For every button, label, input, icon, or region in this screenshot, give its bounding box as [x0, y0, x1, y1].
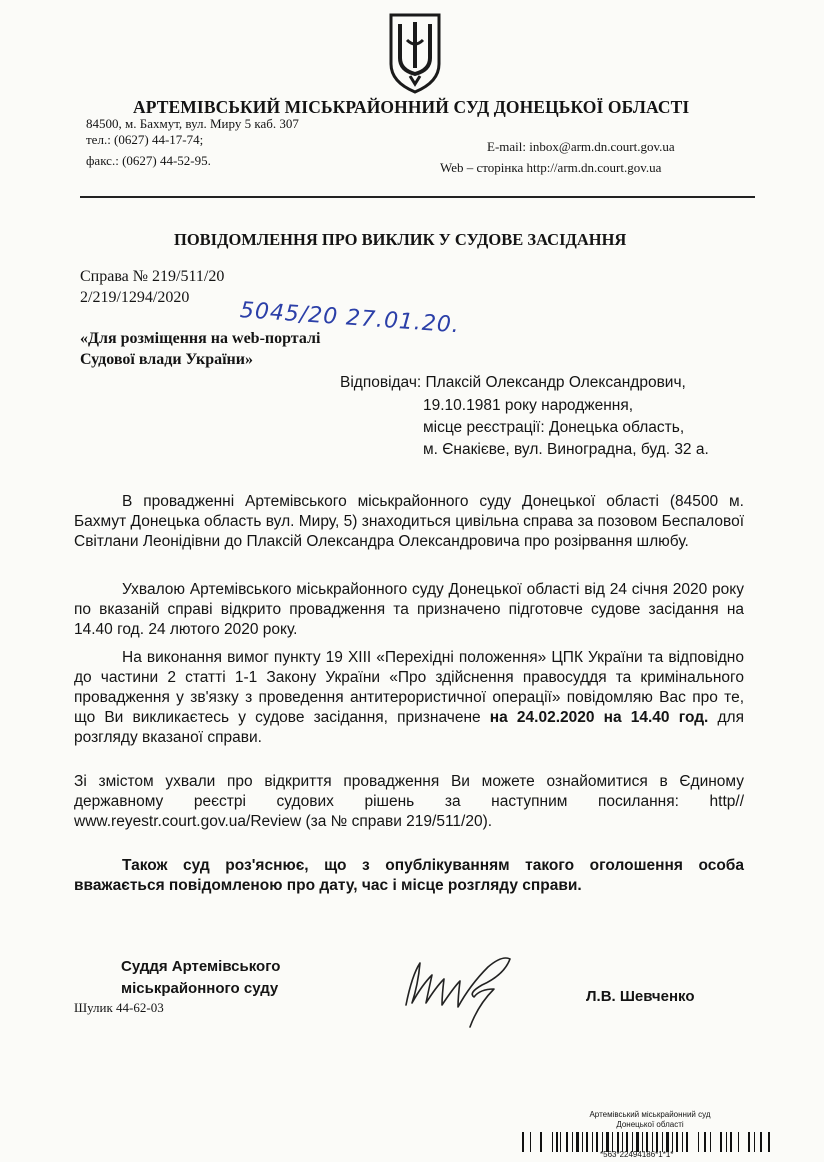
respondent-line4: м. Єнакієве, вул. Виноградна, буд. 32 а. — [423, 441, 709, 458]
judge-signature-icon — [398, 945, 528, 1030]
respondent-line1: Відповідач: Плаксій Олександр Олександрович, — [340, 374, 686, 391]
handwritten-registration-note: 5045/20 27.01.20. — [239, 298, 461, 339]
judge-title-line2: міськрайонного суду — [121, 980, 279, 997]
executor-contact: Шулик 44-62-03 — [74, 1000, 164, 1015]
judge-title-line1: Суддя Артемівського — [121, 958, 281, 975]
court-fax: факс.: (0627) 44-52-95. — [86, 153, 211, 168]
barcode-icon — [522, 1132, 772, 1152]
respondent-line2: 19.10.1981 року народження, — [423, 397, 634, 414]
case-number: Справа № 219/511/20 — [80, 268, 225, 285]
body-paragraph-1: В провадженні Артемівського міськрайонного суду Донецької області (84500 м. Бахмут Донецька область вул. Миру, 5) знаходиться цивільна справа за позовом Беспалової Світлани Леонідівни до Плаксій Олександра Олександровича про розірвання шлюбу. — [74, 493, 744, 550]
body-paragraph-3: На виконання вимог пункту 19 XIII «Перехідні положення» ЦПК України та відповідно до частини 2 статті 1-1 Закону України «Про здійснення правосуддя та кримінального провадження у зв'язку з проведення антитерористичної операції» повідомляю Вас про те, що Ви викликаєтесь у судове засідання, призначене на 24.02.2020 на 14.40 год. для розгляду вказаної справи. — [74, 649, 744, 746]
placement-note-line1: «Для розміщення на web-порталі — [80, 330, 321, 347]
body-paragraph-2: Ухвалою Артемівського міськрайонного суду Донецької області від 24 січня 2020 року по вказаній справі відкрито провадження та призначено підготовче судове засідання на 14.40 год. 24 лютого 2020 року. — [74, 581, 744, 638]
court-website: Web – сторінка http://arm.dn.court.gov.ua — [440, 160, 662, 175]
court-name: АРТЕМІВСЬКИЙ МІСЬКРАЙОННИЙ СУД ДОНЕЦЬКОЇ ОБЛАСТІ — [133, 97, 690, 117]
court-address: 84500, м. Бахмут, вул. Миру 5 каб. 307 — [86, 116, 299, 131]
barcode-number: *563*22494186*1*1* — [600, 1150, 674, 1159]
registry-stamp: Артемівський міськрайонний суд Донецької області — [589, 1110, 711, 1129]
body-paragraph-4: Зі змістом ухвали про відкриття провадження Ви можете ознайомитися в Єдиному державному реєстрі судових рішень за наступним посилання: http// www.reyestr.court.gov.ua/Review (за № справи 219/511/20). — [74, 773, 744, 830]
judge-name: Л.В. Шевченко — [586, 988, 695, 1005]
document-title: ПОВІДОМЛЕННЯ ПРО ВИКЛИК У СУДОВЕ ЗАСІДАННЯ — [174, 230, 627, 249]
respondent-line3: місце реєстрації: Донецька область, — [423, 419, 685, 436]
court-email: E-mail: inbox@arm.dn.court.gov.ua — [487, 139, 675, 154]
body-paragraph-5: Також суд роз'яснює, що з опублікуванням такого оголошення особа вважається повідомленою про дату, час і місце розгляду справи. — [74, 857, 744, 894]
hearing-datetime: на 24.02.2020 на 14.40 год. — [489, 709, 709, 726]
coat-of-arms-icon — [388, 12, 442, 94]
header-divider — [80, 196, 755, 198]
proceeding-number: 2/219/1294/2020 — [80, 289, 190, 306]
placement-note-line2: Судової влади України» — [80, 351, 253, 368]
court-phone: тел.: (0627) 44-17-74; — [86, 132, 204, 147]
